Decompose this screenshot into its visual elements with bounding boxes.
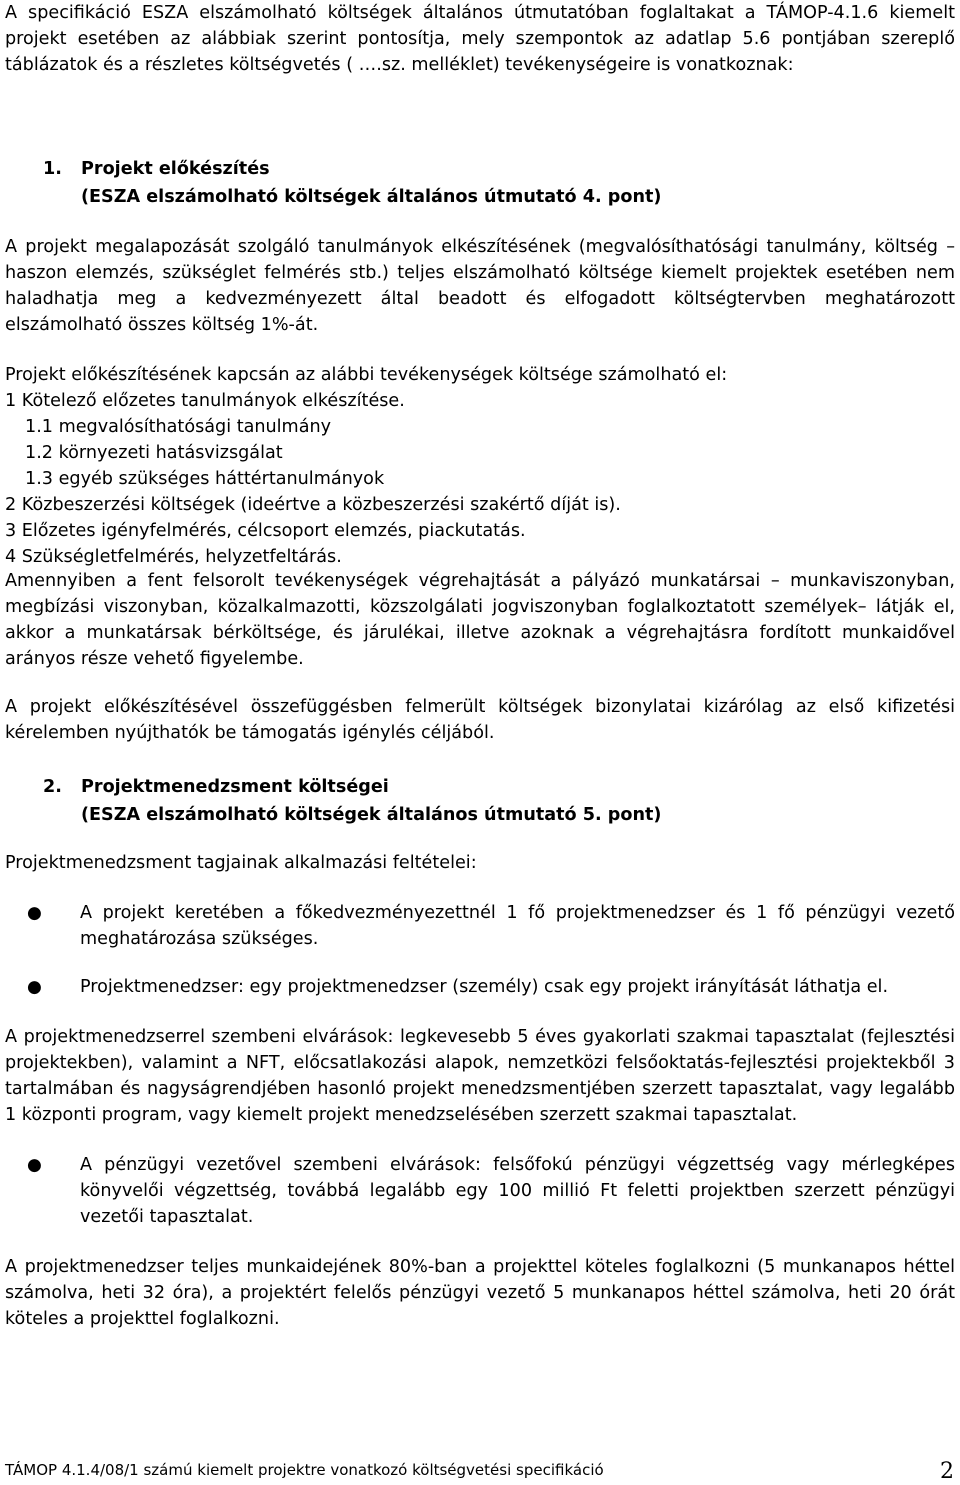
list-item: 3 Előzetes igényfelmérés, célcsoport elemzés, piackutatás.: [5, 521, 526, 541]
bullet-text: A pénzügyi vezetővel szembeni elvárások: felsőfokú pénzügyi végzettség vagy mérlegképes könyvelői végzettség, továbbá legalább egy 100 millió Ft feletti projektben szerzett pénzügyi vezetői tapasztalat.: [80, 1155, 955, 1227]
page-number: 2: [940, 1459, 954, 1484]
list-item: 4 Szükségletfelmérés, helyzetfeltárás.: [5, 547, 342, 567]
section-2-paragraph-2: A projektmenedzser teljes munkaidejének 80%-ban a projekttel köteles foglalkozni (5 munkanapos héttel számolva, heti 32 óra), a projektért felelős pénzügyi vezető 5 munkanapos héttel számolva, heti 20 órát köteles a projekttel foglalkozni.: [5, 1257, 955, 1329]
section-1-paragraph-2: Amennyiben a fent felsorolt tevékenységek végrehajtását a pályázó munkatársai – munkaviszonyban, megbízási viszonyban, közalkalmazotti, közszolgálati jogviszonyban foglalkoztatott személyek– látják el, akkor a munkatársak bérköltsége, és járulékai, illetve azoknak a végrehajtásra fordított munkaidővel arányos része vehető figyelembe.: [5, 571, 955, 669]
section-2-number: 2.: [43, 777, 62, 797]
section-1-paragraph-3: A projekt előkészítésével összefüggésben felmerült költségek bizonylatai kizárólag az első kifizetési kérelemben nyújthatók be támogatás igénylés céljából.: [5, 697, 955, 743]
bullet-icon: ●: [27, 903, 42, 923]
list-item: 1.2 környezeti hatásvizsgálat: [25, 443, 283, 463]
intro-paragraph: A specifikáció ESZA elszámolható költségek általános útmutatóban foglaltakat a TÁMOP-4.1.6 kiemelt projekt esetében az alábbiak szerint pontosítja, mely szempontok az adatlap 5.6 pontjában szereplő táblázatok és a részletes költségvetés ( ….sz. melléklet) tevékenységeire is vonatkoznak:: [5, 3, 955, 75]
section-1-paragraph-1: A projekt megalapozását szolgáló tanulmányok elkészítésének (megvalósíthatósági tanulmány, költség – haszon elemzés, szükséglet felmérés stb.) teljes elszámolható költsége kiemelt projektek esetében nem haladhatja meg a kedvezményezett által beadott és elfogadott költségtervben meghatározott elszámolható összes költség 1%-át.: [5, 237, 955, 335]
section-1-title: Projekt előkészítés: [81, 159, 270, 179]
page-footer: TÁMOP 4.1.4/08/1 számú kiemelt projektre vonatkozó költségvetési specifikáció: [5, 1461, 604, 1479]
bullet-text: A projekt keretében a főkedvezményezettnél 1 fő projektmenedzser és 1 fő pénzügyi vezető meghatározása szükséges.: [80, 903, 955, 949]
list-item: 2 Közbeszerzési költségek (ideértve a közbeszerzési szakértő díját is).: [5, 495, 621, 515]
list-item: 1.1 megvalósíthatósági tanulmány: [25, 417, 332, 437]
list-item: 1 Kötelező előzetes tanulmányok elkészítése.: [5, 391, 405, 411]
section-1-number: 1.: [43, 159, 62, 179]
section-2-paragraph-1: A projektmenedzserrel szembeni elvárások: legkevesebb 5 éves gyakorlati szakmai tapasztalat (fejlesztési projektekben), valamint a NFT, előcsatlakozási alapok, nemzetközi felsőoktatás-fejlesztési projektekből 3 tartalmában és nagyságrendjében hasonló projekt menedzsmentjében szerzett tapasztalat, vagy legalább 1 központi program, vagy kiemelt projekt menedzselésében szerzett szakmai tapasztalat.: [5, 1027, 955, 1125]
list-item: 1.3 egyéb szükséges háttértanulmányok: [25, 469, 385, 489]
section-1-list-intro: Projekt előkészítésének kapcsán az alábbi tevékenységek költsége számolható el:: [5, 365, 728, 385]
bullet-icon: ●: [27, 977, 42, 997]
bullet-text: Projektmenedzser: egy projektmenedzser (személy) csak egy projekt irányítását láthatja el.: [80, 977, 889, 997]
bullet-icon: ●: [27, 1155, 42, 1175]
section-2-intro: Projektmenedzsment tagjainak alkalmazási feltételei:: [5, 853, 477, 873]
section-1-subtitle: (ESZA elszámolható költségek általános útmutató 4. pont): [81, 187, 662, 207]
section-2-subtitle: (ESZA elszámolható költségek általános útmutató 5. pont): [81, 805, 662, 825]
section-2-title: Projektmenedzsment költségei: [81, 777, 389, 797]
